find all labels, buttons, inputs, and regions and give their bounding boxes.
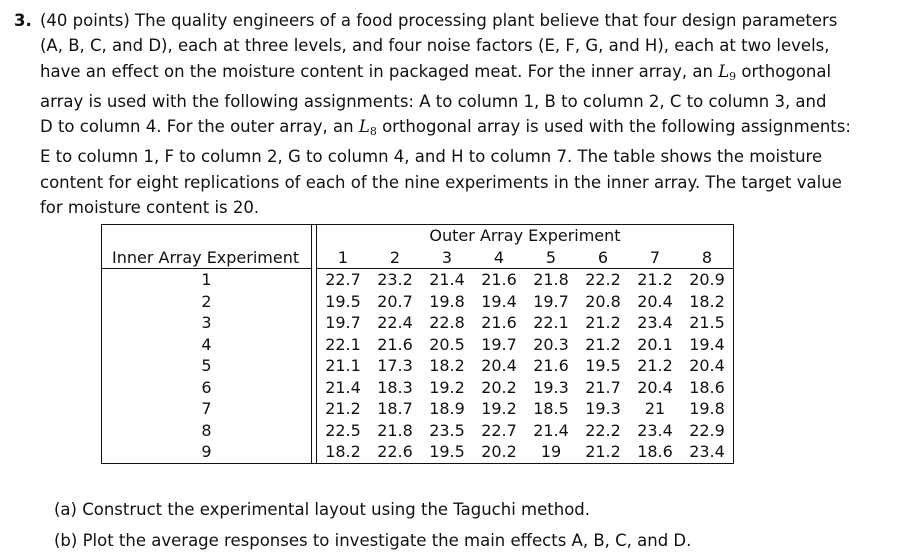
- moisture-value: 19.8: [681, 398, 734, 420]
- moisture-value: 23.4: [681, 441, 734, 463]
- moisture-table-wrapper: [101, 224, 734, 464]
- moisture-value: 21.7: [585, 377, 621, 397]
- table-row: [102, 312, 734, 334]
- inner-experiment-number: 8: [102, 420, 312, 442]
- moisture-value: 22.2: [585, 270, 621, 289]
- moisture-value: 19.5: [325, 291, 361, 311]
- moisture-value: 18.2: [681, 291, 734, 313]
- problem-parts: [54, 494, 691, 556]
- inner-experiment-number: 7: [102, 398, 312, 420]
- moisture-value: 20.1: [637, 334, 673, 354]
- problem-statement: [14, 8, 884, 220]
- outer-column-header: 6: [577, 247, 629, 269]
- moisture-value: 19.4: [681, 334, 734, 356]
- moisture-value: 19.2: [429, 377, 465, 397]
- moisture-value: 21.6: [533, 356, 569, 375]
- moisture-value: 21.8: [533, 270, 569, 289]
- moisture-value: 22.4: [377, 313, 413, 332]
- moisture-value: 20.3: [533, 334, 569, 354]
- table-row: [102, 441, 734, 463]
- moisture-value: 22.8: [429, 313, 465, 332]
- moisture-value: 20.2: [481, 377, 517, 397]
- table-row: [102, 398, 734, 420]
- moisture-value: 20.8: [585, 291, 621, 311]
- moisture-value: 18.5: [533, 399, 569, 418]
- table-header-row-1: [102, 225, 734, 247]
- table-row: [102, 420, 734, 442]
- moisture-value: 18.2: [429, 356, 465, 375]
- inner-experiment-number: 9: [102, 441, 312, 463]
- moisture-value: 20.9: [681, 269, 734, 291]
- moisture-value: 18.3: [377, 377, 413, 397]
- inner-experiment-number: 5: [102, 355, 312, 377]
- part-a: (a) Construct the experimental layout using the Taguchi method.: [54, 500, 591, 519]
- moisture-table: [101, 224, 734, 464]
- moisture-value: 19: [525, 441, 577, 463]
- moisture-value: 22.2: [585, 420, 621, 440]
- problem-line-7: content for eight replications of each of the nine experiments in the inner array. The target value: [40, 172, 842, 192]
- moisture-value: 18.6: [629, 441, 681, 463]
- inner-experiment-number: 6: [102, 377, 312, 399]
- moisture-value: 18.7: [377, 399, 413, 418]
- problem-text: [40, 8, 884, 220]
- outer-column-header: 5: [525, 247, 577, 269]
- l9-symbol: $L_9$: [718, 61, 737, 83]
- outer-column-header: 2: [369, 247, 421, 269]
- moisture-value: 20.5: [429, 334, 465, 354]
- outer-column-header: 3: [421, 247, 473, 269]
- table-row: [102, 291, 734, 313]
- problem-line-4: array is used with the following assignments: A to column 1, B to column 2, C to column 3, and: [40, 91, 827, 111]
- moisture-value: 20.2: [473, 441, 525, 463]
- problem-line-5: D to column 4. For the outer array, an $L_8$ orthogonal array is used with the following assignments:: [40, 117, 851, 139]
- moisture-value: 20.4: [481, 356, 517, 375]
- outer-column-header: 7: [629, 247, 681, 269]
- moisture-value: 19.5: [421, 441, 473, 463]
- moisture-value: 23.2: [377, 270, 413, 289]
- moisture-value: 19.5: [585, 356, 621, 375]
- moisture-value: 21.2: [637, 270, 673, 289]
- moisture-value: 18.9: [429, 399, 465, 418]
- moisture-value: 22.7: [481, 420, 517, 440]
- moisture-value: 19.3: [585, 399, 621, 418]
- outer-column-header: 1: [317, 247, 370, 269]
- problem-points: (40 points): [40, 11, 130, 30]
- moisture-value: 18.6: [681, 377, 734, 399]
- moisture-value: 19.3: [533, 377, 569, 397]
- moisture-value: 19.4: [481, 291, 517, 311]
- moisture-value: 20.7: [377, 291, 413, 311]
- moisture-value: 18.2: [317, 441, 370, 463]
- moisture-value: 21.6: [481, 313, 517, 332]
- inner-experiment-number: 4: [102, 334, 312, 356]
- moisture-value: 21.4: [429, 270, 465, 289]
- l8-symbol: $L_8$: [358, 117, 377, 139]
- part-b: (b) Plot the average responses to investigate the main effects A, B, C, and D.: [54, 531, 692, 550]
- table-header-blank: [102, 225, 312, 247]
- problem-line-2: (A, B, C, and D), each at three levels, and four noise factors (E, F, G, and H), each at two levels,: [40, 36, 830, 56]
- moisture-value: 23.4: [637, 313, 673, 332]
- moisture-value: 19.7: [325, 313, 361, 332]
- moisture-value: 21.6: [377, 334, 413, 354]
- inner-experiment-number: 2: [102, 291, 312, 313]
- problem-line-8: for moisture content is 20.: [40, 198, 260, 218]
- moisture-value: 19.7: [533, 291, 569, 311]
- problem-line-1: (40 points) The quality engineers of a food processing plant believe that four design parameters: [40, 11, 838, 30]
- moisture-value: 19.2: [481, 399, 517, 418]
- outer-column-header: 8: [681, 247, 734, 269]
- problem-line-6: E to column 1, F to column 2, G to column 4, and H to column 7. The table shows the moisture: [40, 147, 823, 167]
- moisture-value: 21.2: [585, 334, 621, 354]
- moisture-value: 21.4: [533, 420, 569, 440]
- moisture-value: 21.6: [481, 270, 517, 289]
- problem-line-3: have an effect on the moisture content in packaged meat. For the inner array, an $L_9$ orthogonal: [40, 61, 832, 83]
- moisture-value: 21.2: [325, 399, 361, 418]
- moisture-value: 19.8: [429, 291, 465, 311]
- moisture-value: 20.4: [637, 377, 673, 397]
- table-row: [102, 334, 734, 356]
- inner-experiment-number: 1: [102, 269, 312, 291]
- moisture-value: 21.1: [325, 356, 361, 375]
- moisture-value: 21.2: [585, 313, 621, 332]
- table-row: [102, 355, 734, 377]
- moisture-value: 22.9: [681, 420, 734, 442]
- problem-number: 3.: [14, 11, 32, 30]
- moisture-value: 22.7: [325, 270, 361, 289]
- moisture-value: 22.6: [369, 441, 421, 463]
- moisture-value: 22.1: [533, 313, 569, 332]
- moisture-value: 21.5: [681, 312, 734, 334]
- outer-column-header: 4: [473, 247, 525, 269]
- inner-experiment-number: 3: [102, 312, 312, 334]
- moisture-value: 23.5: [429, 420, 465, 440]
- moisture-value: 22.1: [325, 334, 361, 354]
- moisture-value: 21.8: [377, 420, 413, 440]
- table-header-row-2: [102, 247, 734, 269]
- table-row: [102, 269, 734, 291]
- moisture-value: 22.5: [325, 420, 361, 440]
- moisture-value: 19.7: [481, 334, 517, 354]
- moisture-value: 20.4: [637, 291, 673, 311]
- moisture-value: 21.2: [577, 441, 629, 463]
- moisture-value: 20.4: [681, 355, 734, 377]
- moisture-value: 21.2: [637, 356, 673, 375]
- moisture-value: 21.4: [325, 377, 361, 397]
- table-row: [102, 377, 734, 399]
- outer-array-header: Outer Array Experiment: [317, 225, 734, 247]
- moisture-value: 23.4: [637, 420, 673, 440]
- moisture-value: 17.3: [377, 356, 413, 375]
- moisture-value: 21: [644, 399, 666, 418]
- inner-array-header: Inner Array Experiment: [102, 247, 312, 269]
